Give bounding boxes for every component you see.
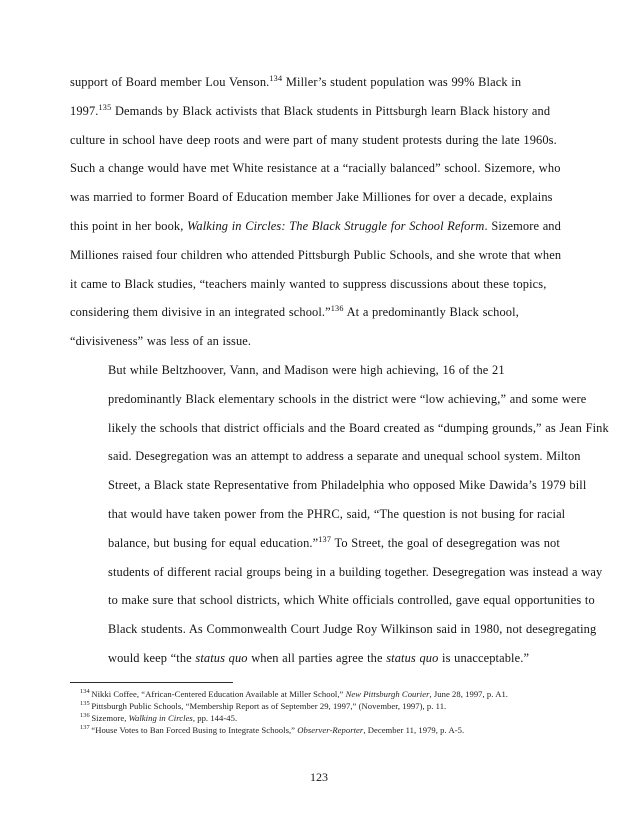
footnote-number: 135	[80, 700, 90, 708]
text-line: would keep “the status quo when all parties agree the status quo is unacceptable.”	[108, 650, 530, 665]
text-line: Milliones raised four children who attended Pittsburgh Public Schools, and she wrote that when	[70, 247, 562, 262]
text-line: balance, but busing for equal education.”$^{137}$ To Street, the goal of desegregation was not	[108, 534, 560, 550]
footnote-separator-rule	[70, 682, 233, 683]
text-line: that would have taken power from the PHRC, said, “The question is not busing for racial	[108, 506, 566, 521]
text-line: culture in school have deep roots and were part of many student protests during the late 1960s.	[70, 132, 557, 147]
text-line: Black students. As Commonwealth Court Judge Roy Wilkinson said in 1980, not desegregating	[108, 622, 597, 637]
footnote-reference: 137	[318, 534, 332, 544]
footnote-number: 136	[80, 711, 90, 719]
footnote-reference: 135	[98, 102, 112, 112]
text-line: it came to Black studies, “teachers mainly wanted to suppress discussions about these topics,	[70, 276, 547, 291]
text-line: But while Beltzhoover, Vann, and Madison were high achieving, 16 of the 21	[108, 362, 505, 377]
text-line: 1997.$^{135}$ Demands by Black activists that Black students in Pittsburgh learn Black history and	[70, 102, 551, 118]
text-line: Such a change would have met White resistance at a “racially balanced” school. Sizemore, who	[70, 161, 561, 176]
text-line: this point in her book, Walking in Circles: The Black Struggle for School Reform. Sizemore and	[70, 218, 561, 233]
text-line: support of Board member Lou Venson.$^{134}$ Miller’s student population was 99% Black in	[70, 73, 522, 89]
text-line: students of different racial groups being in a building together. Desegregation was instead a way	[108, 564, 603, 579]
text-line: likely the schools that district officials and the Board created as “dumping grounds,” as Jean Fink	[108, 420, 609, 435]
footnotes-block	[70, 689, 575, 737]
text-line: Street, a Black state Representative from Philadelphia who opposed Mike Dawida’s 1979 bill	[108, 478, 587, 493]
footnote-item: $^{137}$ “House Votes to Ban Forced Busing to Integrate Schools,” Observer-Reporter, December 11, 1979, p. A-5.	[80, 723, 465, 735]
italic-text: New Pittsburgh Courier	[345, 689, 430, 699]
text-line: “divisiveness” was less of an issue.	[70, 334, 252, 349]
text-line: was married to former Board of Education member Jake Milliones for over a decade, explains	[70, 190, 553, 205]
italic-text: Observer-Reporter	[297, 724, 364, 735]
paragraph-1	[70, 68, 570, 356]
italic-text: status quo	[386, 650, 439, 665]
footnote-reference: 134	[269, 73, 283, 83]
text-line: considering them divisive in an integrated school.”$^{136}$ At a predominantly Black school,	[70, 304, 519, 320]
italic-text: status quo	[195, 650, 248, 665]
text-line: said. Desegregation was an attempt to address a separate and unequal school system. Milton	[108, 449, 581, 464]
footnote-item: $^{135}$ Pittsburgh Public Schools, “Membership Report as of September 29, 1997,” (November, 1997), p. 11.	[80, 700, 447, 711]
footnote-number: 137	[80, 723, 90, 731]
italic-text: Walking in Circles	[128, 712, 193, 723]
footnote-reference: 136	[330, 304, 344, 314]
footnote-item: $^{136}$ Sizemore, Walking in Circles, pp. 144-45.	[80, 711, 238, 723]
text-line: to make sure that school districts, which White officials controlled, gave equal opportunities to	[108, 593, 595, 608]
page-number: 123	[310, 770, 328, 784]
paragraph-2	[70, 356, 609, 673]
footnote-number: 134	[80, 688, 90, 696]
italic-text: Walking in Circles: The Black Struggle for School Reform	[187, 218, 485, 233]
text-line: predominantly Black elementary schools in the district were “low achieving,” and some were	[108, 391, 587, 406]
body-text-block	[70, 68, 609, 673]
footnote-item: $^{134}$ Nikki Coffee, “African-Centered Education Available at Miller School,” New Pittsburgh Courier, June 28, 1997, p. A1.	[80, 688, 508, 699]
